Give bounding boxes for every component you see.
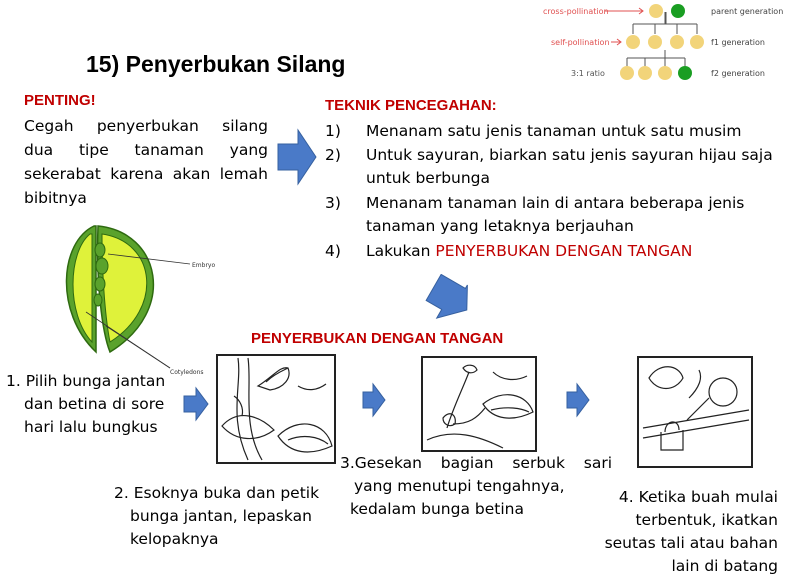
f1-flower [648,35,662,49]
step-4-text [596,486,778,578]
important-line: sekerabat karena akan lemah [24,165,268,183]
parent-yellow-flower [649,4,663,18]
right-arrow-icon [276,128,318,186]
step-line: 4. Ketika buah mulai [618,488,778,506]
page-title: 15) Penyerbukan Silang [86,51,346,77]
parent-green-flower [671,4,685,18]
item-line: untuk berbunga [366,169,491,187]
step-line: 2. Esoknya buka dan petik [114,484,320,502]
item-number: 1) [325,122,341,140]
sketch-tie-fruit [637,356,753,468]
step-2-text [114,482,319,551]
item-number: 2) [325,146,341,164]
item-text [366,240,786,263]
step-3-text [340,452,612,521]
step-line: hari lalu bungkus [24,418,158,436]
step-1-text [6,370,165,439]
right-arrow-icon [361,382,387,418]
f2-flower [638,66,652,80]
cotyledons-label: Cotyledons [170,369,204,376]
pollination-genetics-diagram [535,0,793,88]
f1-flower [670,35,684,49]
step-line: dan betina di sore [24,395,165,413]
ratio-label: 3:1 ratio [571,69,605,78]
step-line: 1. Pilih bunga jantan [6,372,166,390]
step-line: yang menutupi tengahnya, [354,477,565,495]
sketch-bag-flower [216,354,336,464]
important-text [24,114,268,210]
step-line: bunga jantan, lepaskan [130,507,312,525]
seed-cross-section-diagram [50,222,230,382]
item-text [366,192,786,238]
important-heading: PENTING! [24,92,96,109]
item-line: tanaman yang letaknya berjauhan [366,217,634,235]
prevention-heading: TEKNIK PENCEGAHAN: [325,97,497,114]
important-line: Cegah penyerbukan silang [24,117,268,135]
embryo-label: Embryo [192,262,216,269]
f1-generation-label: f1 generation [711,38,765,47]
f2-green-flower [678,66,692,80]
item-text [366,144,793,190]
item-line: Untuk sayuran, biarkan satu jenis sayuran hijau saja [366,146,773,164]
hand-pollination-heading: PENYERBUKAN DENGAN TANGAN [251,330,504,347]
diagonal-arrow-icon [420,274,472,324]
step-line: kelopaknya [130,530,219,548]
step-line: terbentuk, ikatkan [635,511,778,529]
sketch-pick-male-flower [421,356,537,452]
f2-generation-label: f2 generation [711,69,765,78]
step-line: seutas tali atau bahan [604,534,778,552]
step-line: kedalam bunga betina [350,500,524,518]
step-line: 3.Gesekan bagian serbuk sari [340,454,612,472]
f1-flower [690,35,704,49]
item-text: Menanam satu jenis tanaman untuk satu musim [366,122,742,140]
step-line: lain di batang [671,557,778,575]
f1-flower [626,35,640,49]
important-line: bibitnya [24,189,87,207]
item-number: 3) [325,194,341,212]
important-line: dua tipe tanaman yang [24,141,268,159]
f2-flower [658,66,672,80]
item-line: Menanam tanaman lain di antara beberapa jenis [366,194,745,212]
f2-flower [620,66,634,80]
right-arrow-icon [182,386,210,422]
item-number: 4) [325,242,341,260]
hand-pollination-highlight: PENYERBUKAN DENGAN TANGAN [435,242,693,260]
right-arrow-icon [565,382,591,418]
parent-generation-label: parent generation [711,7,784,16]
self-pollination-label: self-pollination [551,38,610,47]
cross-pollination-label: cross-pollination [543,7,609,16]
item-text-lead: Lakukan [366,242,436,260]
